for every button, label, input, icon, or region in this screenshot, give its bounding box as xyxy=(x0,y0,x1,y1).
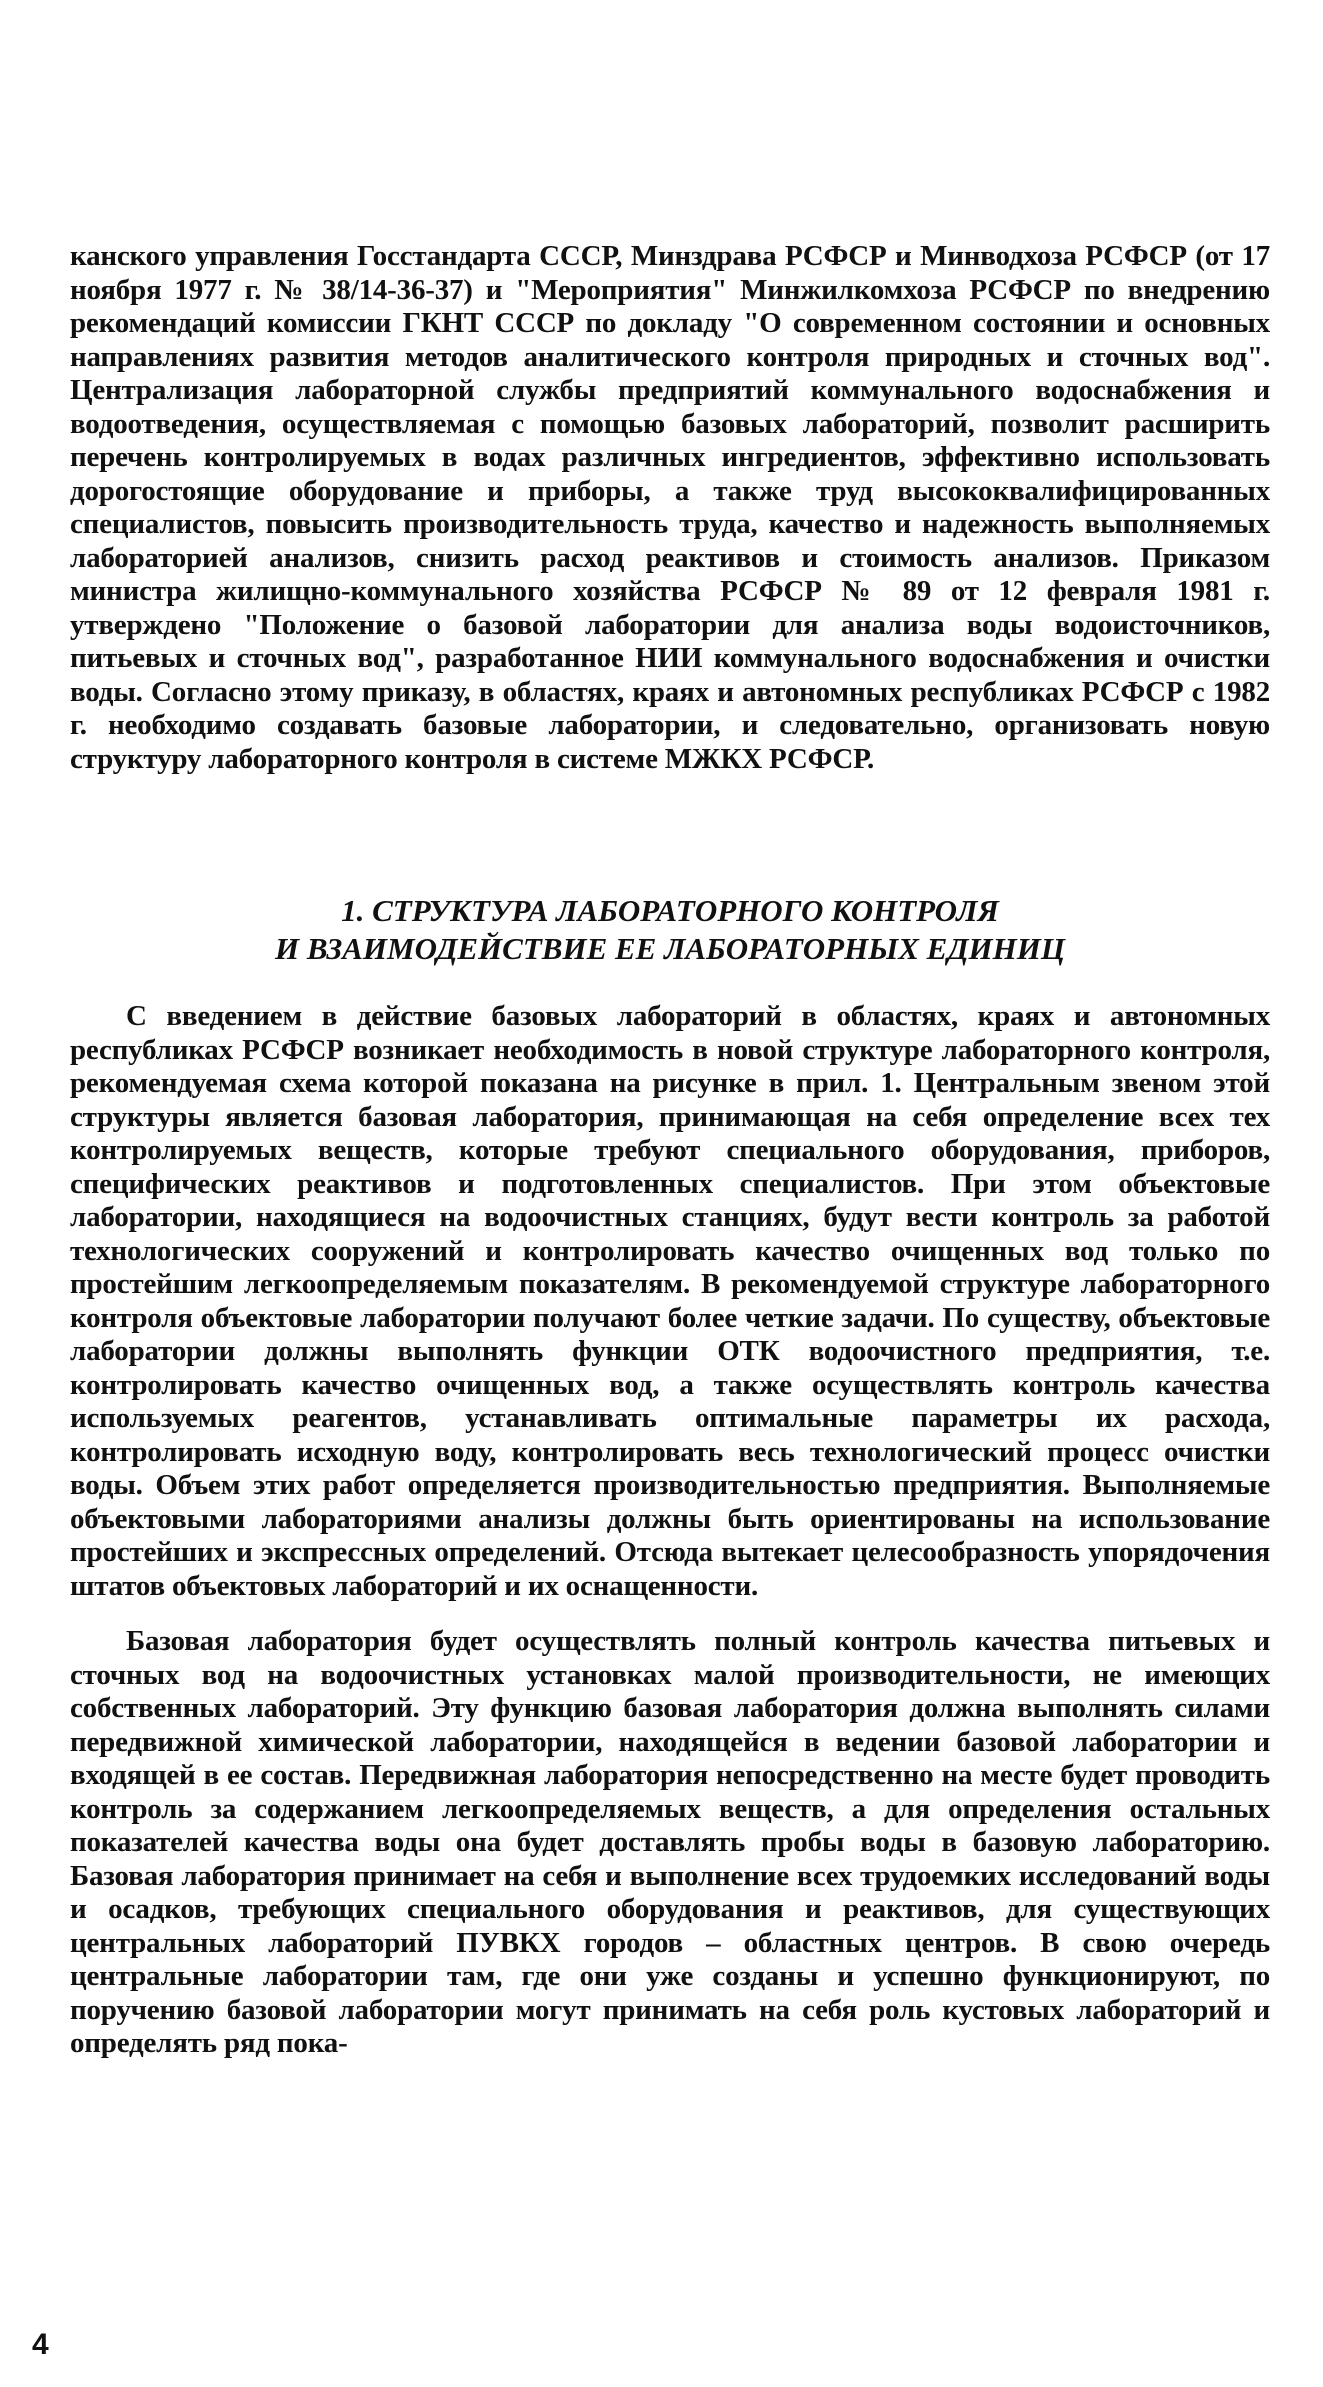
body-paragraph-1: С введением в действие базовых лабораторий в областях, краях и автономных республиках РСФСР возникает необходимость в новой структуре лабораторного контроля, рекомендуемая схема которой показана на рисунке в прил. 1. Центральным звеном этой структуры является базовая лаборатория, принимающая на себя определение всех тех контролируемых веществ, которые требуют специального оборудования, приборов, специфических реактивов и подготовленных специалистов. При этом объектовые лаборатории, находящиеся на водоочистных станциях, будут вести контроль за работой технологических сооружений и контролировать качество очищенных вод только по простейшим легкоопределяемым показателям. В рекомендуемой структуре лабораторного контроля объектовые лаборатории получают более четкие задачи. По существу, объектовые лаборатории должны выполнять функции ОТК водоочистного предприятия, т.е. контролировать качество очищенных вод, а также осуществлять контроль качества используемых реагентов, устанавливать оптимальные параметры их расхода, контролировать исходную воду, контролировать весь технологический процесс очистки воды. Объем этих работ определяется производительностью предприятия. Выполняемые объектовыми лабораториями анализы должны быть ориентированы на использование простейших и экспрессных определений. Отсюда вытекает целесообразность упорядочения штатов объектовых лабораторий и их оснащенности. xyxy=(70,1000,1270,1602)
section-heading-line-1: 1. СТРУКТУРА ЛАБОРАТОРНОГО КОНТРОЛЯ xyxy=(341,893,999,928)
intro-paragraph: канского управления Госстандарта СССР, Минздрава РСФСР и Минводхоза РСФСР (от 17 ноября 1977 г. № 38/14-36-37) и "Мероприятия" Минжилкомхоза РСФСР по внедрению рекомендаций комиссии ГКНТ СССР по докладу "О современном состоянии и основных направлениях развития методов аналитического контроля природных и сточных вод". Централизация лабораторной службы предприятий коммунального водоснабжения и водоотведения, осуществляемая с помощью базовых лабораторий, позволит расширить перечень контролируемых в водах различных ингредиентов, эффективно использовать дорогостоящие оборудование и приборы, а также труд высококвалифицированных специалистов, повысить производительность труда, качество и надежность выполняемых лабораторией анализов, снизить расход реактивов и стоимость анализов. Приказом министра жилищно-коммунального хозяйства РСФСР № 89 от 12 февраля 1981 г. утверждено "Положение о базовой лаборатории для анализа воды водоисточников, питьевых и сточных вод", разработанное НИИ коммунального водоснабжения и очистки воды. Согласно этому приказу, в областях, краях и автономных республиках РСФСР с 1982 г. необходимо создавать базовые лаборатории, и следовательно, организовать новую структуру лабораторного контроля в системе МЖКХ РСФСР. xyxy=(70,240,1270,775)
section-heading xyxy=(70,892,1270,968)
page-number: 4 xyxy=(32,2328,49,2361)
section-heading-line-2: И ВЗАИМОДЕЙСТВИЕ ЕЕ ЛАБОРАТОРНЫХ ЕДИНИЦ xyxy=(274,931,1065,966)
document-page xyxy=(70,240,1270,2061)
body-paragraph-2: Базовая лаборатория будет осуществлять полный контроль качества питьевых и сточных вод на водоочистных установках малой производительности, не имеющих собственных лабораторий. Эту функцию базовая лаборатория должна выполнять силами передвижной химической лаборатории, находящейся в ведении базовой лаборатории и входящей в ее состав. Передвижная лаборатория непосредственно на месте будет проводить контроль за содержанием легкоопределяемых веществ, а для определения остальных показателей качества воды она будет доставлять пробы воды в базовую лабораторию. Базовая лаборатория принимает на себя и выполнение всех трудоемких исследований воды и осадков, требующих специального оборудования и реактивов, для существующих центральных лабораторий ПУВКХ городов – областных центров. В свою очередь центральные лаборатории там, где они уже созданы и успешно функционируют, по поручению базовой лаборатории могут принимать на себя роль кустовых лабораторий и определять ряд пока- xyxy=(70,1625,1270,2059)
